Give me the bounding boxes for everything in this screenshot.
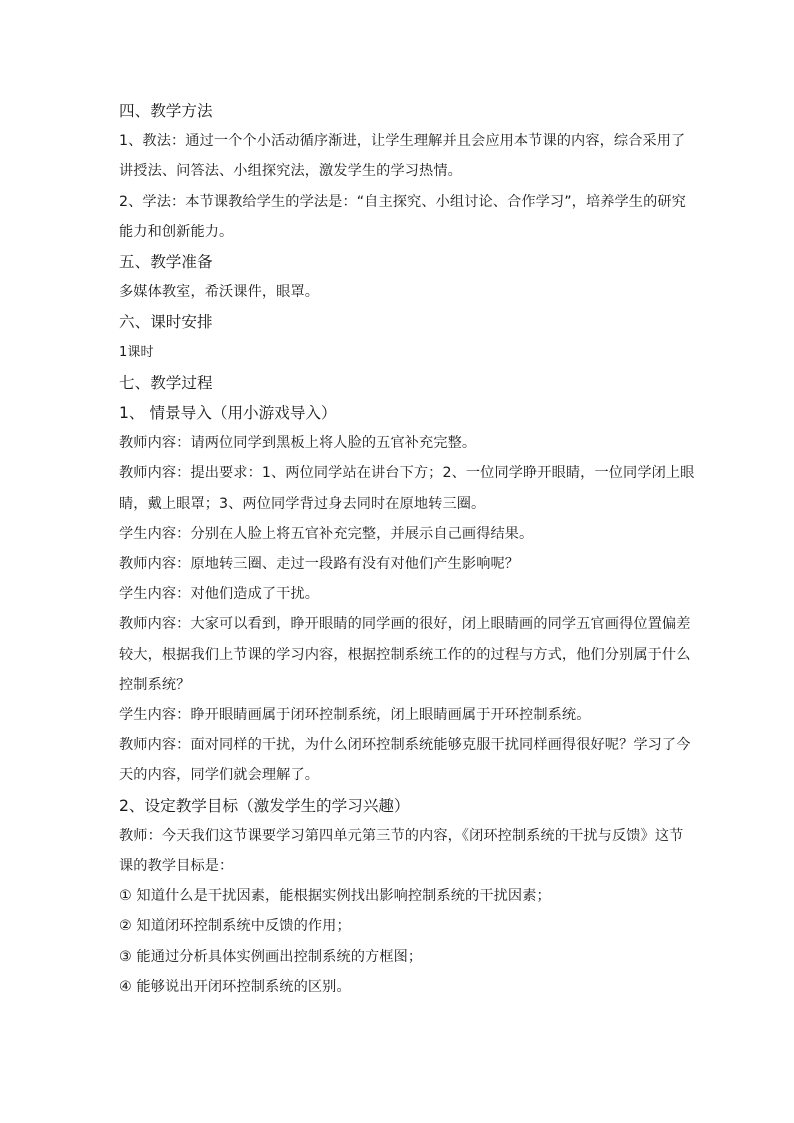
- text-line: 1、教法：通过一个个小活动循序渐进，让学生理解并且会应用本节课的内容，综合采用了: [119, 133, 686, 150]
- text-line: 教师内容：大家可以看到，睁开眼睛的同学画的很好，闭上眼睛画的同学五官画得位置偏差: [119, 616, 691, 633]
- text-line: 学生内容：睁开眼睛画属于闭环控制系统，闭上眼睛画属于开环控制系统。: [119, 707, 591, 724]
- section-heading: 五、教学准备: [119, 253, 213, 272]
- text-line: 讲授法、问答法、小组探究法，激发学生的学习热情。: [119, 163, 462, 180]
- text-line: ④ 能够说出开闭环控制系统的区别。: [119, 978, 351, 995]
- section-heading: 1、 情景导入（用小游戏导入）: [119, 404, 337, 423]
- text-line: 教师内容：请两位同学到黑板上将人脸的五官补充完整。: [119, 435, 477, 452]
- text-line: 睛，戴上眼罩；3、两位同学背过身去同时在原地转三圈。: [119, 495, 486, 512]
- text-line: 学生内容：分别在人脸上将五官补充完整，并展示自己画得结果。: [119, 525, 534, 542]
- text-line: 学生内容：对他们造成了干扰。: [119, 586, 320, 603]
- text-line: 教师内容：面对同样的干扰，为什么闭环控制系统能够克服干扰同样画得很好呢？学习了今: [119, 737, 691, 754]
- text-line: 1课时: [119, 344, 154, 360]
- text-line: 2、学法：本节课教给学生的学法是：“自主探究、小组讨论、合作学习”，培养学生的研究: [119, 193, 686, 210]
- section-heading: 2、设定教学目标（激发学生的学习兴趣）: [119, 796, 410, 815]
- text-line: 教师内容：原地转三圈、走过一段路有没有对他们产生影响呢？: [119, 556, 520, 573]
- text-line: 较大，根据我们上节课的学习内容，根据控制系统工作的的过程与方式，他们分别属于什么: [119, 646, 691, 663]
- section-heading: 四、教学方法: [119, 102, 213, 120]
- text-line: 控制系统？: [119, 676, 191, 693]
- text-line: 课的教学目标是：: [119, 858, 234, 875]
- text-line: ① 知道什么是干扰因素，能根据实例找出影响控制系统的干扰因素；: [119, 888, 551, 905]
- text-line: ③ 能通过分析具体实例画出控制系统的方框图；: [119, 948, 423, 965]
- text-line: 多媒体教室，希沃课件，眼罩。: [119, 284, 320, 301]
- text-line: 教师：今天我们这节课要学习第四单元第三节的内容，《闭环控制系统的干扰与反馈》这节: [119, 827, 684, 844]
- text-line: 教师内容：提出要求：1、两位同学站在讲台下方；2、一位同学睁开眼睛，一位同学闭上眼: [119, 465, 695, 482]
- text-line: 能力和创新能力。: [119, 223, 234, 240]
- section-heading: 六、课时安排: [119, 313, 213, 332]
- section-heading: 七、教学过程: [119, 373, 213, 392]
- text-line: ② 知道闭环控制系统中反馈的作用；: [119, 918, 351, 935]
- text-line: 天的内容，同学们就会理解了。: [119, 767, 320, 784]
